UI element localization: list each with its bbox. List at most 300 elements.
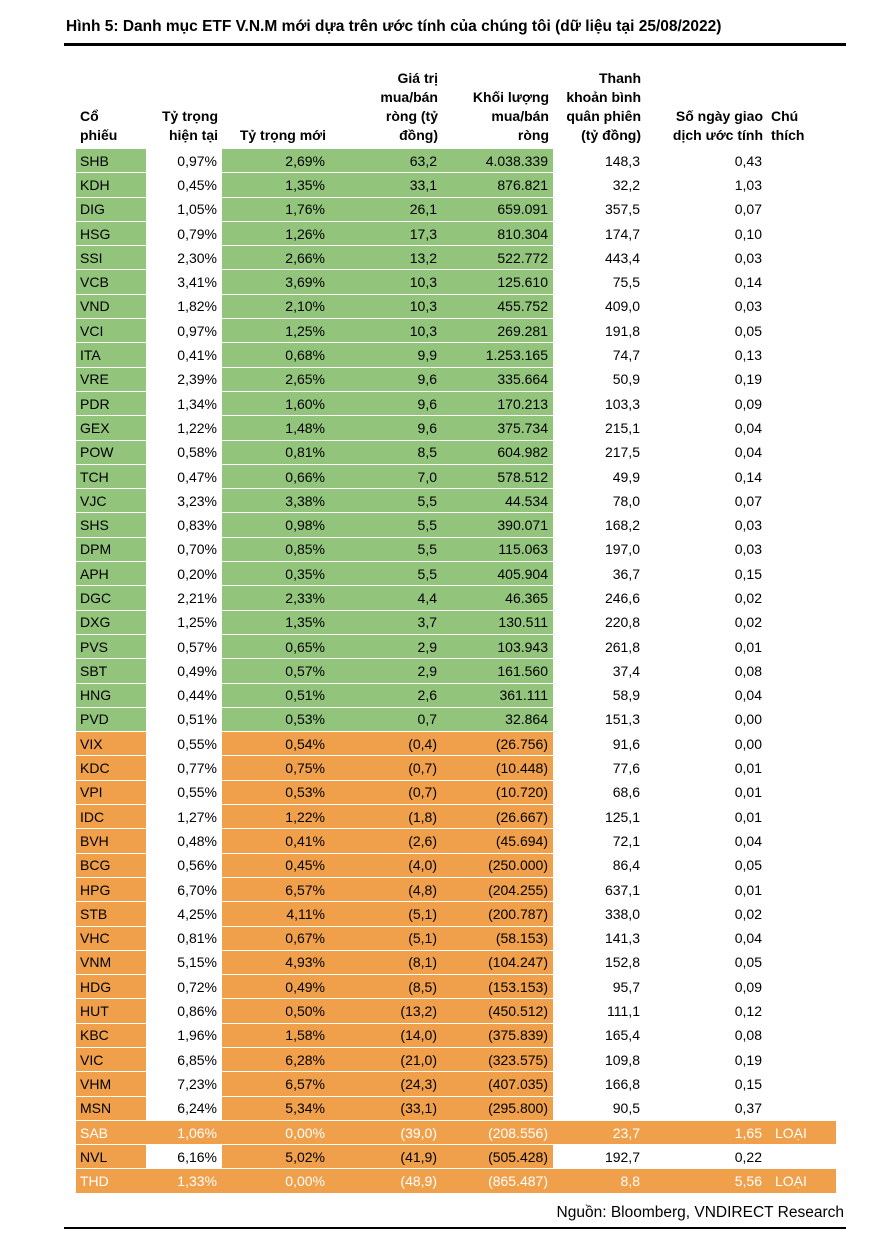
etf-portfolio-table: [76, 66, 836, 1194]
current-weight-cell: 1,05%: [146, 197, 222, 221]
net-volume-cell: 46.365: [442, 586, 553, 610]
est-days-cell: 0,04: [645, 683, 767, 707]
ticker-cell: DGC: [76, 586, 146, 610]
header-line: Thanh: [599, 70, 641, 86]
new-weight-cell: 3,69%: [222, 270, 330, 294]
avg-liquidity-cell: 109,8: [553, 1047, 645, 1071]
note-cell: [767, 683, 836, 707]
header-line: mua/bán: [380, 89, 438, 105]
net-volume-cell: 335.664: [442, 367, 553, 391]
header-line: Cổ: [80, 108, 99, 124]
net-value-cell: 2,9: [330, 634, 442, 658]
header-avg-liquidity: [553, 66, 645, 149]
figure-title: Hình 5: Danh mục ETF V.N.M mới dựa trên ước tính của chúng tôi (dữ liệu tại 25/08/2022): [66, 18, 722, 35]
avg-liquidity-cell: 261,8: [553, 634, 645, 658]
avg-liquidity-cell: 72,1: [553, 829, 645, 853]
avg-liquidity-cell: 74,7: [553, 343, 645, 367]
note-cell: LOẠI: [767, 1120, 836, 1144]
current-weight-cell: 0,45%: [146, 173, 222, 197]
est-days-cell: 0,19: [645, 367, 767, 391]
note-cell: [767, 537, 836, 561]
ticker-cell: VND: [76, 294, 146, 318]
avg-liquidity-cell: 168,2: [553, 513, 645, 537]
header-line: dịch ước tính: [672, 127, 763, 143]
net-value-cell: 63,2: [330, 149, 442, 173]
ticker-cell: HSG: [76, 221, 146, 245]
est-days-cell: 0,22: [645, 1145, 767, 1169]
table-row: [76, 659, 836, 683]
note-cell: [767, 416, 836, 440]
note-cell: [767, 780, 836, 804]
ticker-cell: VJC: [76, 489, 146, 513]
est-days-cell: 0,43: [645, 149, 767, 173]
net-volume-cell: (208.556): [442, 1120, 553, 1144]
est-days-cell: 0,02: [645, 902, 767, 926]
avg-liquidity-cell: 192,7: [553, 1145, 645, 1169]
new-weight-cell: 0,98%: [222, 513, 330, 537]
est-days-cell: 0,10: [645, 221, 767, 245]
new-weight-cell: 0,66%: [222, 464, 330, 488]
net-volume-cell: (295.800): [442, 1096, 553, 1120]
avg-liquidity-cell: 125,1: [553, 805, 645, 829]
current-weight-cell: 0,49%: [146, 659, 222, 683]
current-weight-cell: 1,96%: [146, 1023, 222, 1047]
note-cell: [767, 732, 836, 756]
table-row: [76, 999, 836, 1023]
net-value-cell: 2,6: [330, 683, 442, 707]
avg-liquidity-cell: 246,6: [553, 586, 645, 610]
ticker-cell: KDC: [76, 756, 146, 780]
avg-liquidity-cell: 37,4: [553, 659, 645, 683]
new-weight-cell: 1,35%: [222, 173, 330, 197]
net-value-cell: (24,3): [330, 1072, 442, 1096]
note-cell: [767, 950, 836, 974]
header-line: ròng (tỷ: [385, 108, 438, 124]
new-weight-cell: 1,35%: [222, 610, 330, 634]
net-volume-cell: 876.821: [442, 173, 553, 197]
header-line: mua/bán: [491, 108, 549, 124]
table-row: [76, 149, 836, 173]
est-days-cell: 0,09: [645, 391, 767, 415]
ticker-cell: SHS: [76, 513, 146, 537]
net-value-cell: (4,0): [330, 853, 442, 877]
new-weight-cell: 2,69%: [222, 149, 330, 173]
avg-liquidity-cell: 197,0: [553, 537, 645, 561]
est-days-cell: 0,05: [645, 950, 767, 974]
est-days-cell: 0,07: [645, 197, 767, 221]
table-row: [76, 416, 836, 440]
new-weight-cell: 0,41%: [222, 829, 330, 853]
net-value-cell: 5,5: [330, 489, 442, 513]
new-weight-cell: 6,28%: [222, 1047, 330, 1071]
ticker-cell: KBC: [76, 1023, 146, 1047]
new-weight-cell: 6,57%: [222, 877, 330, 901]
current-weight-cell: 0,70%: [146, 537, 222, 561]
ticker-cell: TCH: [76, 464, 146, 488]
net-volume-cell: (45.694): [442, 829, 553, 853]
note-cell: [767, 1145, 836, 1169]
net-volume-cell: 170.213: [442, 391, 553, 415]
table-row: [76, 391, 836, 415]
new-weight-cell: 4,11%: [222, 902, 330, 926]
new-weight-cell: 0,00%: [222, 1169, 330, 1193]
net-value-cell: 5,5: [330, 537, 442, 561]
note-cell: [767, 707, 836, 731]
net-volume-cell: (865.487): [442, 1169, 553, 1193]
new-weight-cell: 0,81%: [222, 440, 330, 464]
table-row: [76, 173, 836, 197]
header-line: phiếu: [80, 127, 118, 143]
ticker-cell: ITA: [76, 343, 146, 367]
table-row: [76, 464, 836, 488]
est-days-cell: 0,08: [645, 659, 767, 683]
header-line: ròng: [517, 127, 549, 143]
current-weight-cell: 0,77%: [146, 756, 222, 780]
table-row: [76, 246, 836, 270]
ticker-cell: VIX: [76, 732, 146, 756]
est-days-cell: 0,04: [645, 926, 767, 950]
table-row: [76, 926, 836, 950]
ticker-cell: VIC: [76, 1047, 146, 1071]
table-row: [76, 975, 836, 999]
net-volume-cell: 1.253.165: [442, 343, 553, 367]
net-value-cell: 9,6: [330, 416, 442, 440]
new-weight-cell: 0,45%: [222, 853, 330, 877]
net-volume-cell: 405.904: [442, 562, 553, 586]
note-cell: [767, 877, 836, 901]
note-cell: [767, 999, 836, 1023]
new-weight-cell: 0,00%: [222, 1120, 330, 1144]
net-value-cell: (4,8): [330, 877, 442, 901]
note-cell: [767, 610, 836, 634]
note-cell: [767, 221, 836, 245]
net-volume-cell: (26.667): [442, 805, 553, 829]
net-volume-cell: 115.063: [442, 537, 553, 561]
est-days-cell: 0,05: [645, 853, 767, 877]
note-cell: [767, 902, 836, 926]
est-days-cell: 0,03: [645, 537, 767, 561]
est-days-cell: 0,15: [645, 562, 767, 586]
note-cell: [767, 805, 836, 829]
net-value-cell: 0,7: [330, 707, 442, 731]
est-days-cell: 0,01: [645, 877, 767, 901]
avg-liquidity-cell: 78,0: [553, 489, 645, 513]
ticker-cell: DPM: [76, 537, 146, 561]
est-days-cell: 0,02: [645, 586, 767, 610]
avg-liquidity-cell: 141,3: [553, 926, 645, 950]
new-weight-cell: 2,66%: [222, 246, 330, 270]
ticker-cell: THD: [76, 1169, 146, 1193]
est-days-cell: 0,02: [645, 610, 767, 634]
avg-liquidity-cell: 49,9: [553, 464, 645, 488]
note-cell: [767, 343, 836, 367]
avg-liquidity-cell: 90,5: [553, 1096, 645, 1120]
table-row: [76, 1096, 836, 1120]
note-cell: [767, 246, 836, 270]
table-row: [76, 634, 836, 658]
net-value-cell: 10,3: [330, 319, 442, 343]
header-line: Tỷ trọng: [162, 108, 218, 124]
table-row: [76, 440, 836, 464]
table-row: [76, 1023, 836, 1047]
net-value-cell: (0,7): [330, 780, 442, 804]
avg-liquidity-cell: 165,4: [553, 1023, 645, 1047]
note-cell: [767, 975, 836, 999]
net-volume-cell: 390.071: [442, 513, 553, 537]
current-weight-cell: 7,23%: [146, 1072, 222, 1096]
net-volume-cell: (10.448): [442, 756, 553, 780]
table-row: [76, 707, 836, 731]
net-volume-cell: 522.772: [442, 246, 553, 270]
current-weight-cell: 0,20%: [146, 562, 222, 586]
current-weight-cell: 0,41%: [146, 343, 222, 367]
ticker-cell: PDR: [76, 391, 146, 415]
table-row: [76, 610, 836, 634]
table-row: [76, 780, 836, 804]
table-row: [76, 537, 836, 561]
current-weight-cell: 0,44%: [146, 683, 222, 707]
est-days-cell: 0,03: [645, 294, 767, 318]
net-volume-cell: (375.839): [442, 1023, 553, 1047]
current-weight-cell: 0,81%: [146, 926, 222, 950]
table-row: [76, 756, 836, 780]
net-value-cell: 33,1: [330, 173, 442, 197]
current-weight-cell: 1,27%: [146, 805, 222, 829]
new-weight-cell: 2,33%: [222, 586, 330, 610]
note-cell: [767, 926, 836, 950]
note-cell: [767, 756, 836, 780]
table-row: [76, 586, 836, 610]
net-volume-cell: 578.512: [442, 464, 553, 488]
net-value-cell: 2,9: [330, 659, 442, 683]
net-value-cell: (5,1): [330, 926, 442, 950]
new-weight-cell: 0,75%: [222, 756, 330, 780]
avg-liquidity-cell: 95,7: [553, 975, 645, 999]
header-est-days: [645, 66, 767, 149]
avg-liquidity-cell: 8,8: [553, 1169, 645, 1193]
avg-liquidity-cell: 103,3: [553, 391, 645, 415]
net-volume-cell: 32.864: [442, 707, 553, 731]
avg-liquidity-cell: 220,8: [553, 610, 645, 634]
ticker-cell: KDH: [76, 173, 146, 197]
est-days-cell: 0,08: [645, 1023, 767, 1047]
header-current-weight: [146, 66, 222, 149]
net-value-cell: (48,9): [330, 1169, 442, 1193]
new-weight-cell: 2,10%: [222, 294, 330, 318]
current-weight-cell: 1,34%: [146, 391, 222, 415]
ticker-cell: IDC: [76, 805, 146, 829]
table-row: [76, 221, 836, 245]
est-days-cell: 0,03: [645, 513, 767, 537]
net-value-cell: 9,6: [330, 367, 442, 391]
header-net-value: [330, 66, 442, 149]
current-weight-cell: 0,79%: [146, 221, 222, 245]
avg-liquidity-cell: 36,7: [553, 562, 645, 586]
est-days-cell: 1,03: [645, 173, 767, 197]
table-row: [76, 805, 836, 829]
note-cell: [767, 659, 836, 683]
avg-liquidity-cell: 217,5: [553, 440, 645, 464]
table-row: [76, 829, 836, 853]
avg-liquidity-cell: 111,1: [553, 999, 645, 1023]
ticker-cell: APH: [76, 562, 146, 586]
table-row: [76, 343, 836, 367]
table-row: [76, 319, 836, 343]
new-weight-cell: 0,68%: [222, 343, 330, 367]
net-value-cell: 13,2: [330, 246, 442, 270]
avg-liquidity-cell: 32,2: [553, 173, 645, 197]
net-volume-cell: 604.982: [442, 440, 553, 464]
current-weight-cell: 0,47%: [146, 464, 222, 488]
current-weight-cell: 6,24%: [146, 1096, 222, 1120]
ticker-cell: HPG: [76, 877, 146, 901]
net-volume-cell: (10.720): [442, 780, 553, 804]
ticker-cell: PVD: [76, 707, 146, 731]
new-weight-cell: 0,54%: [222, 732, 330, 756]
avg-liquidity-cell: 58,9: [553, 683, 645, 707]
net-value-cell: 9,9: [330, 343, 442, 367]
net-value-cell: (8,1): [330, 950, 442, 974]
net-value-cell: (33,1): [330, 1096, 442, 1120]
est-days-cell: 0,14: [645, 270, 767, 294]
net-volume-cell: 455.752: [442, 294, 553, 318]
avg-liquidity-cell: 86,4: [553, 853, 645, 877]
new-weight-cell: 0,85%: [222, 537, 330, 561]
ticker-cell: HNG: [76, 683, 146, 707]
net-volume-cell: (204.255): [442, 877, 553, 901]
net-volume-cell: (58.153): [442, 926, 553, 950]
net-value-cell: 3,7: [330, 610, 442, 634]
note-cell: [767, 270, 836, 294]
new-weight-cell: 0,35%: [222, 562, 330, 586]
table-row: [76, 1072, 836, 1096]
new-weight-cell: 1,25%: [222, 319, 330, 343]
note-cell: [767, 319, 836, 343]
net-value-cell: 9,6: [330, 391, 442, 415]
header-ticker: [76, 66, 146, 149]
net-value-cell: (1,8): [330, 805, 442, 829]
top-rule: [64, 43, 846, 46]
net-volume-cell: (26.756): [442, 732, 553, 756]
table-row: [76, 489, 836, 513]
table-row: [76, 562, 836, 586]
ticker-cell: SAB: [76, 1120, 146, 1144]
net-value-cell: (0,7): [330, 756, 442, 780]
est-days-cell: 0,00: [645, 732, 767, 756]
new-weight-cell: 5,34%: [222, 1096, 330, 1120]
new-weight-cell: 1,48%: [222, 416, 330, 440]
table-body: [76, 149, 836, 1193]
note-cell: LOẠI: [767, 1169, 836, 1193]
header-line: thích: [771, 127, 805, 143]
header-line: đồng): [399, 127, 438, 143]
avg-liquidity-cell: 191,8: [553, 319, 645, 343]
table-row: [76, 902, 836, 926]
est-days-cell: 0,03: [645, 246, 767, 270]
new-weight-cell: 2,65%: [222, 367, 330, 391]
ticker-cell: DXG: [76, 610, 146, 634]
avg-liquidity-cell: 148,3: [553, 149, 645, 173]
table-row: [76, 683, 836, 707]
new-weight-cell: 0,67%: [222, 926, 330, 950]
new-weight-cell: 1,76%: [222, 197, 330, 221]
table-row: [76, 294, 836, 318]
note-cell: [767, 1096, 836, 1120]
net-volume-cell: 269.281: [442, 319, 553, 343]
current-weight-cell: 0,72%: [146, 975, 222, 999]
header-line: Chú: [771, 108, 799, 124]
header-net-volume: [442, 66, 553, 149]
current-weight-cell: 1,06%: [146, 1120, 222, 1144]
net-value-cell: 26,1: [330, 197, 442, 221]
est-days-cell: 0,04: [645, 416, 767, 440]
net-volume-cell: 4.038.339: [442, 149, 553, 173]
ticker-cell: VHC: [76, 926, 146, 950]
note-cell: [767, 294, 836, 318]
ticker-cell: HDG: [76, 975, 146, 999]
table-row: [76, 1145, 836, 1169]
net-volume-cell: 44.534: [442, 489, 553, 513]
avg-liquidity-cell: 152,8: [553, 950, 645, 974]
new-weight-cell: 0,50%: [222, 999, 330, 1023]
avg-liquidity-cell: 338,0: [553, 902, 645, 926]
est-days-cell: 0,19: [645, 1047, 767, 1071]
note-cell: [767, 853, 836, 877]
net-value-cell: (14,0): [330, 1023, 442, 1047]
current-weight-cell: 0,83%: [146, 513, 222, 537]
est-days-cell: 0,04: [645, 440, 767, 464]
net-value-cell: (13,2): [330, 999, 442, 1023]
avg-liquidity-cell: 68,6: [553, 780, 645, 804]
note-cell: [767, 586, 836, 610]
current-weight-cell: 3,23%: [146, 489, 222, 513]
net-value-cell: (5,1): [330, 902, 442, 926]
current-weight-cell: 0,56%: [146, 853, 222, 877]
header-new-weight: [222, 66, 330, 149]
est-days-cell: 0,00: [645, 707, 767, 731]
net-value-cell: (0,4): [330, 732, 442, 756]
net-value-cell: 4,4: [330, 586, 442, 610]
note-cell: [767, 173, 836, 197]
note-cell: [767, 562, 836, 586]
table-row: [76, 853, 836, 877]
new-weight-cell: 0,49%: [222, 975, 330, 999]
est-days-cell: 0,01: [645, 756, 767, 780]
note-cell: [767, 367, 836, 391]
header-line: (tỷ đồng): [581, 127, 641, 143]
new-weight-cell: 3,38%: [222, 489, 330, 513]
ticker-cell: VNM: [76, 950, 146, 974]
note-cell: [767, 1072, 836, 1096]
note-cell: [767, 440, 836, 464]
net-volume-cell: 161.560: [442, 659, 553, 683]
note-cell: [767, 513, 836, 537]
table-row: [76, 1169, 836, 1193]
current-weight-cell: 0,55%: [146, 780, 222, 804]
ticker-cell: SBT: [76, 659, 146, 683]
header-note: [767, 66, 836, 149]
net-volume-cell: (104.247): [442, 950, 553, 974]
current-weight-cell: 3,41%: [146, 270, 222, 294]
current-weight-cell: 6,70%: [146, 877, 222, 901]
net-value-cell: 5,5: [330, 513, 442, 537]
header-line: quân phiên: [566, 108, 641, 124]
ticker-cell: POW: [76, 440, 146, 464]
ticker-cell: VRE: [76, 367, 146, 391]
note-cell: [767, 149, 836, 173]
ticker-cell: BCG: [76, 853, 146, 877]
table-row: [76, 732, 836, 756]
